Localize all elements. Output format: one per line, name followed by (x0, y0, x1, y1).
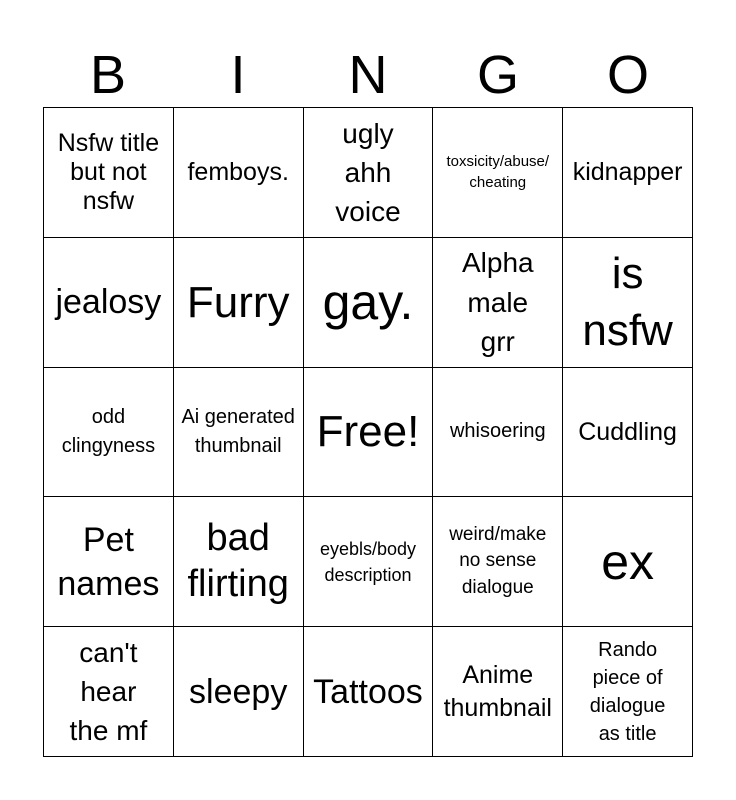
cell-text: odd clingyness (61, 405, 156, 457)
cell-text: toxsicity/abuse/ cheating (446, 152, 550, 192)
cell-text: gay. (322, 274, 414, 331)
bingo-cell[interactable] (433, 497, 563, 627)
cell-text: can't hear the mf (69, 636, 148, 747)
bingo-header (43, 44, 693, 106)
bingo-cell[interactable] (174, 368, 304, 498)
cell-text: Rando piece of dialogue as title (589, 638, 666, 745)
bingo-cell[interactable] (174, 627, 304, 757)
cell-text: Ai generated thumbnail (181, 405, 295, 457)
cell-text: jealosy (55, 283, 162, 322)
cell-text: weird/make no sense dialogue (449, 523, 547, 599)
cell-text: Cuddling (578, 417, 677, 446)
bingo-cell[interactable] (433, 238, 563, 368)
bingo-cell[interactable] (563, 368, 693, 498)
bingo-cell[interactable] (44, 627, 174, 757)
cell-text: eyebls/body description (319, 538, 417, 585)
cell-text: Nsfw title but not nsfw (57, 129, 160, 215)
bingo-cell[interactable] (304, 368, 434, 498)
cell-text: Tattoos (313, 672, 423, 711)
header-letter-o: O (606, 45, 649, 105)
bingo-cell[interactable] (174, 108, 304, 238)
cell-text: bad flirting (187, 517, 289, 605)
bingo-cell[interactable] (304, 108, 434, 238)
bingo-cell[interactable] (563, 497, 693, 627)
header-letter-i: I (230, 45, 246, 105)
cell-text: is nsfw (582, 249, 673, 356)
bingo-cell[interactable] (44, 497, 174, 627)
bingo-cell[interactable] (563, 108, 693, 238)
bingo-cell[interactable] (433, 368, 563, 498)
cell-text: Free! (316, 407, 420, 457)
bingo-cell[interactable] (433, 108, 563, 238)
bingo-cell[interactable] (174, 238, 304, 368)
header-letter-b: B (89, 45, 127, 105)
bingo-cell[interactable] (304, 238, 434, 368)
bingo-grid (43, 107, 693, 757)
bingo-cell[interactable] (563, 238, 693, 368)
bingo-cell[interactable] (304, 627, 434, 757)
bingo-cell[interactable] (304, 497, 434, 627)
bingo-cell[interactable] (44, 368, 174, 498)
header-letter-g: G (476, 45, 519, 105)
bingo-cell[interactable] (433, 627, 563, 757)
cell-text: Pet names (57, 520, 160, 603)
bingo-cell[interactable] (44, 108, 174, 238)
bingo-cell[interactable] (563, 627, 693, 757)
cell-text: kidnapper (572, 158, 683, 187)
cell-text: ugly ahh voice (335, 117, 401, 227)
cell-text: femboys. (187, 158, 289, 187)
cell-text: ex (601, 533, 654, 590)
cell-text: Alpha male grr (461, 247, 534, 357)
cell-text: whisoering (449, 420, 546, 443)
bingo-cell[interactable] (174, 497, 304, 627)
bingo-cell[interactable] (44, 238, 174, 368)
cell-text: Furry (186, 277, 290, 327)
header-letter-n: N (348, 45, 388, 105)
cell-text: sleepy (189, 672, 288, 711)
cell-text: Anime thumbnail (443, 661, 552, 722)
